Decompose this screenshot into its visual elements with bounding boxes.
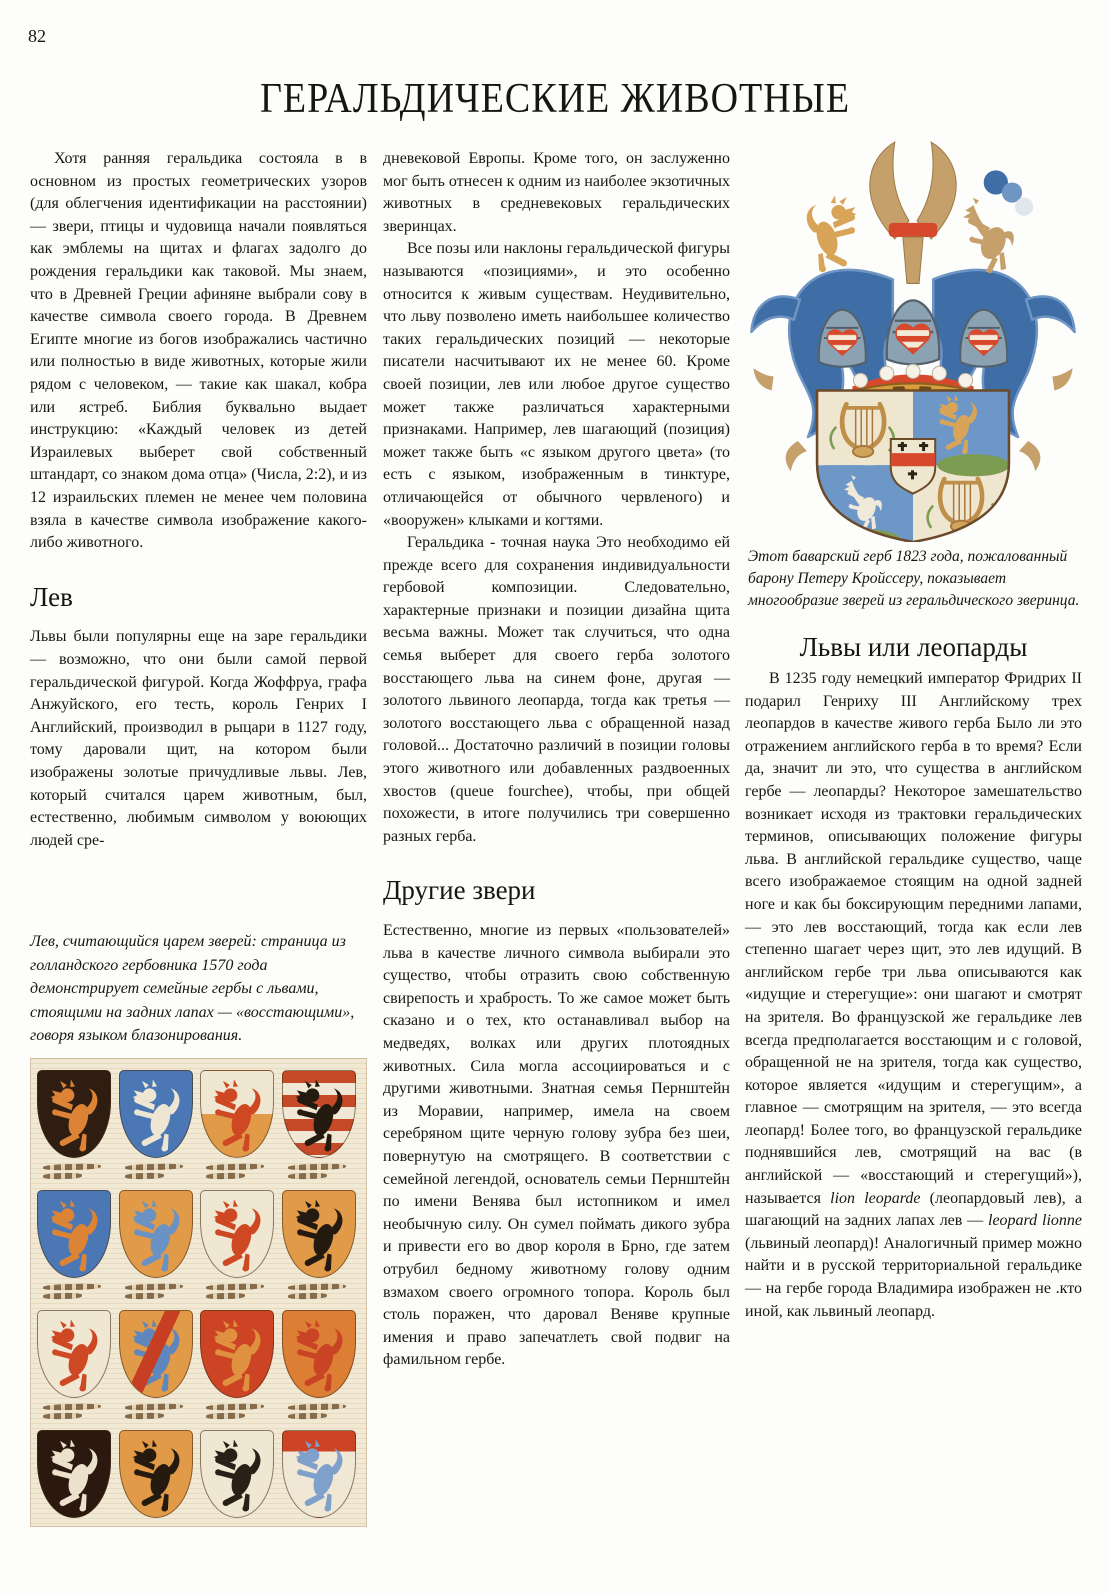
- page-number: 82: [28, 26, 46, 46]
- heraldic-shield: [119, 1070, 193, 1158]
- paragraph-text: В 1235 году немецкий император Фридрих II подарил Генриху III Английскому трех леопардов в качестве живого герба Было ли это отражением английского герба в то время? Если да, значит ли это, что существа в английском гербе — леопарды? Некоторое замешательство возникает исходя из трактовки геральдических терминов, описывающих положение фигуры льва. В английской геральдике существо, чаще всего изображаемое стоящим на одной задней ноге и как бы боксирующим передними лапами, — это лев восстающий, тогда как если лев степенно шагает через щит, это лев идущий. В английском гербе три льва описываются как «идущие и стерегущие»: они шагают и смотрят на зрителя. Во французской же геральдике лев всегда предполагается восстающим и с головой, обращенной не на зрителя, тогда как существо, которое является «идущим и стерегущим», а главное — смотрящим на зрителя, — это всегда леопард! Более того, во французской геральдике поднявшийся лев, смотрящий на вас (в английской — «восстающий и стерегущий»), называется: [745, 670, 1082, 1207]
- heraldic-shield: [282, 1190, 356, 1278]
- illegible-handwriting: [119, 1398, 197, 1430]
- crest-lion: [807, 196, 857, 273]
- rampant-lion: [129, 1437, 185, 1513]
- illegible-handwriting: [119, 1158, 197, 1190]
- heraldic-shield: [282, 1310, 356, 1398]
- armorial-cell: [37, 1430, 115, 1518]
- rampant-lion: [47, 1197, 103, 1273]
- illegible-handwriting: [282, 1158, 360, 1190]
- section-heading-other-beasts: Другие звери: [383, 875, 536, 906]
- section-heading-lion: Лев: [30, 581, 73, 612]
- rampant-lion: [47, 1437, 103, 1513]
- rampant-lion: [129, 1077, 185, 1153]
- armorial-cell: [282, 1310, 360, 1430]
- illegible-handwriting: [119, 1278, 197, 1310]
- lions-or-leopards-paragraph: [745, 668, 1082, 1323]
- illegible-handwriting: [200, 1158, 278, 1190]
- continuation-paragraph: дневековой Европы. Кроме того, он заслуженно мог быть отнесен к одним из наиболее экзотичных животных в средневековых геральдических зверинцах.: [383, 150, 730, 235]
- rampant-lion: [210, 1317, 266, 1393]
- heraldry-science-paragraph: Геральдика - точная наука Это необходимо ей прежде всего для сохранения индивидуальности гербовой композиции. Следовательно, характерные признаки и позиции дизайна щита весьма важны. Может так случиться, что одна семья выберет для своего герба золотого восстающего льва на синем фоне, другая — золотого львиного леопарда, тогда как третья — золотого восстающего льва с обращенной назад головой... Достаточно различий в позиции головы этого животного или добавленных раздвоенных хвостов (queue fourchee), чтобы, при общей похожести, в итоге получились три совершенно разных герба.: [383, 534, 730, 845]
- heraldic-shield: [37, 1070, 111, 1158]
- armorial-cell: [200, 1310, 278, 1430]
- french-term-leopard-lionne: leopard lionne: [988, 1212, 1083, 1230]
- heraldic-shield: [200, 1430, 274, 1518]
- heraldic-shield: [119, 1310, 193, 1398]
- heraldic-shield: [119, 1190, 193, 1278]
- other-beasts-paragraph: Естественно, многие из первых «пользователей» льва в качестве личного символа выбирали это существо, чтобы отразить свою собственную свирепость и храбрость. То же самое может быть сказано и о тех, кто останавливал выбор на медведях, волках или других плотоядных животных. Сила могла ассоциироваться и с другими животными. Знатная семья Пернштейн из Моравии, например, имела на своем серебряном щите черную голову зубра без шеи, повернутую на смотрящего. В соответствии с семейной легендой, основатель семьи Пернштейн по имени Венява был истопником и имел необычную силу. Он сумел поймать дикого зубра и привести его во двор короля в Брно, где затем отрубил бедному животному голову одним взмахом своего огромного топора. Король был столь поражен, что даровал Веняве крупные имения и право запечатлеть свой подвиг на фамильном гербе.: [383, 922, 730, 1369]
- heraldic-shield: [200, 1190, 274, 1278]
- rampant-lion: [129, 1197, 185, 1273]
- crest-winged-torch: [870, 142, 956, 283]
- armorial-cell: [282, 1070, 360, 1190]
- armorial-cell: [282, 1430, 360, 1518]
- rampant-lion: [292, 1437, 348, 1513]
- lion-paragraph: Львы были популярны еще на заре геральдики — возможно, что они были самой первой геральдической фигурой. Когда Жоффруа, графа Анжуйского, его тесть, король Генрих I Английский, производил в рыцари в 1127 году, тому даровали щит, на котором были изображены золотые причудливые львы. Лев, который считался царем животным, был, естественно, любимым символом у воюющих людей сре-: [30, 628, 367, 849]
- column-left: [30, 148, 367, 852]
- heraldic-shield: [282, 1070, 356, 1158]
- armorial-cell: [37, 1310, 115, 1430]
- french-term-lion-leoparde: lion leoparde: [830, 1189, 921, 1207]
- illegible-handwriting: [37, 1158, 115, 1190]
- armorial-cell: [200, 1430, 278, 1518]
- bend-ordinary: [120, 1311, 192, 1397]
- rampant-lion: [210, 1437, 266, 1513]
- rampant-lion: [292, 1077, 348, 1153]
- dutch-armorial-figure: [30, 1058, 367, 1527]
- armorial-cell: [200, 1070, 278, 1190]
- section-heading-lions-or-leopards: Львы или леопарды: [799, 632, 1028, 663]
- heraldic-shield: [200, 1310, 274, 1398]
- heraldic-shield: [200, 1070, 274, 1158]
- armorial-cell: [119, 1190, 197, 1310]
- illegible-handwriting: [37, 1398, 115, 1430]
- illegible-handwriting: [200, 1278, 278, 1310]
- rampant-lion: [47, 1077, 103, 1153]
- page-title: ГЕРАЛЬДИЧЕСКИЕ ЖИВОТНЫЕ: [259, 75, 851, 123]
- illegible-handwriting: [282, 1398, 360, 1430]
- rampant-lion: [292, 1317, 348, 1393]
- armorial-cell: [119, 1070, 197, 1190]
- armorial-cell: [37, 1070, 115, 1190]
- heraldic-shield: [37, 1310, 111, 1398]
- heraldic-shield: [37, 1190, 111, 1278]
- coat-of-arms-caption: Этот баварский герб 1823 года, пожалованный барону Петеру Кройссеру, показывает многообразие зверей из геральдического зверинца.: [748, 548, 1080, 609]
- rampant-lion: [210, 1197, 266, 1273]
- bavarian-coat-of-arms-figure: [741, 138, 1085, 542]
- rampant-lion: [210, 1077, 266, 1153]
- crest-horse: [963, 170, 1033, 273]
- column-middle: [383, 148, 730, 1372]
- column-right: [745, 668, 1082, 1323]
- armorial-cell: [119, 1430, 197, 1518]
- armorial-cell: [37, 1190, 115, 1310]
- heraldic-shield: [282, 1430, 356, 1518]
- armorial-cell: [200, 1190, 278, 1310]
- paragraph-text: (леопардовый лев), а шагающий на задних лапах лев —: [745, 1189, 1082, 1230]
- paragraph-text: (львиный леопард)! Аналогичный пример можно найти и в русской территориальной геральдике — на гербе города Владимира изображен не .кто иной, как львиный леопард.: [745, 1234, 1082, 1320]
- armorial-figure-caption: Лев, считающийся царем зверей: страница из голландского гербовника 1570 года демонстрирует семейные гербы с львами, стоящими на задних лапах — «восстающими», говоря языком блазонирования.: [30, 933, 355, 1044]
- illegible-handwriting: [200, 1398, 278, 1430]
- rampant-lion: [292, 1197, 348, 1273]
- heraldic-shield: [37, 1430, 111, 1518]
- positions-paragraph: Все позы или наклоны геральдической фигуры называются «позициями», и это особенно относится к живым существам. Неудивительно, что льву позволено иметь наибольшее количество таких геральдических позиций — некоторые писатели насчитывают их не менее 60. Кроме своей позиции, лев или любое другое существо может также различаться характерными признаками. Например, лев шагающий (позиция) может также быть «с языком другого цвета» (то есть с языком, изображенным в тинктуре, отличающейся от обычного червленого) и «вооружен» клыками и когтями.: [383, 240, 730, 529]
- intro-paragraph: Хотя ранняя геральдика состояла в в основном из простых геометрических узоров (для облегчения идентификации на расстоянии) — звери, птицы и чудовища начали появляться как эмблемы на щитах и флагах задолго до рождения геральдики как таковой. Мы знаем, что в Древней Греции афиняне выбрали сову в качестве символа своего города. В Древнем Египте многие из богов изображались частично или полностью в виде животных, которые жили рядом с человеком, — такие как шакал, кобра или ястреб. Библия буквально выдает инструкцию: «Каждый человек из детей Израилевых выберет свой собственный штандарт, со знаком дома отца» (Числа, 2:2), и из 12 израильских племен не менее чем половина взяла в качестве символа изображение какого-либо животного.: [30, 150, 367, 552]
- armorial-cell: [282, 1190, 360, 1310]
- armorial-cell: [119, 1310, 197, 1430]
- illegible-handwriting: [282, 1278, 360, 1310]
- illegible-handwriting: [37, 1278, 115, 1310]
- heraldic-shield: [119, 1430, 193, 1518]
- rampant-lion: [47, 1317, 103, 1393]
